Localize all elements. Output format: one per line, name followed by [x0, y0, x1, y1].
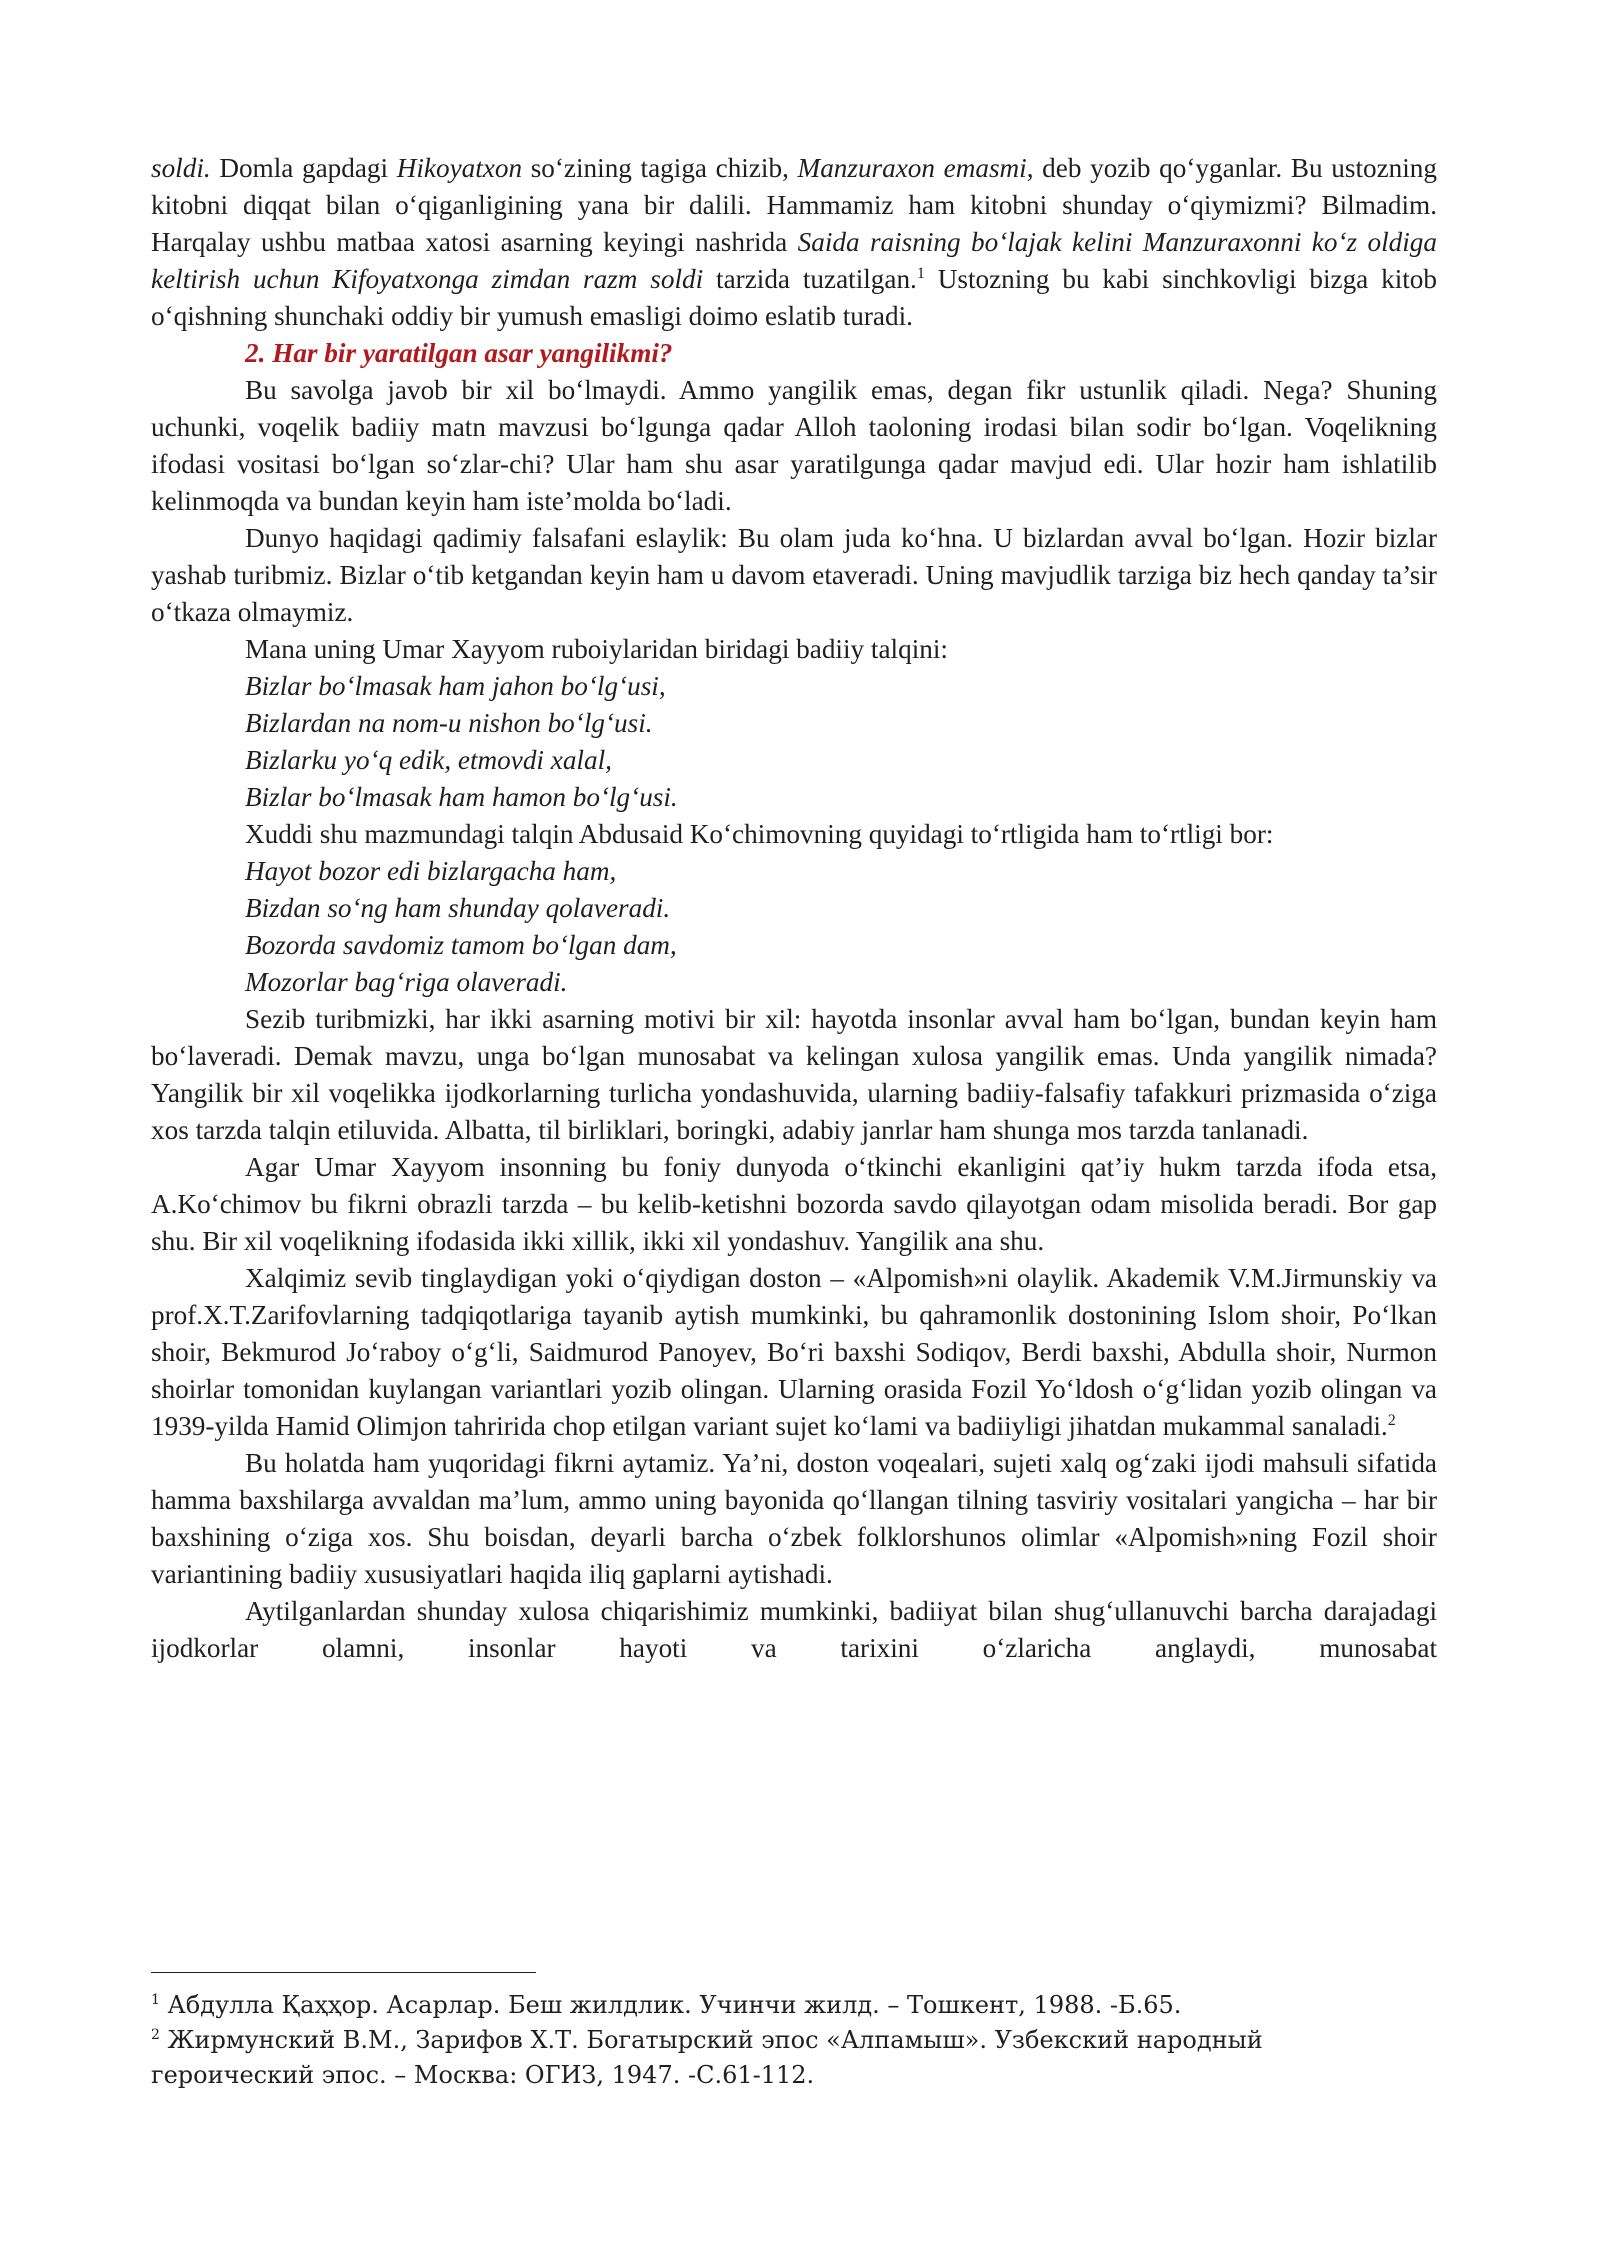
footnote-ref-1[interactable]: 1: [916, 264, 925, 282]
text-run: Saida raisning bo‘lajak kelini Manzuraxonni ko‘z oldiga keltirish uchun Kifoyatxonga zimdan razm soldi: [151, 227, 1437, 294]
paragraph-6: Sezib turibmizki, har ikki asarning motivi bir xil: hayotda insonlar avval ham bo‘lgan, bundan keyin ham bo‘laveradi. Demak mavzu, unga bo‘lgan munosabat va kelingan xulosa yangilik emas. Unda yangilik nimada? Yangilik bir xil voqelikka ijodkorlarning turlicha yondashuvida, ularning badiiy-falsafiy tafakkuri prizmasida o‘ziga xos tarzda talqin etiluvida. Albatta, til birliklari, boringki, adabiy janrlar ham shunga mos tarzda tanlanadi.: [151, 1004, 1437, 1145]
text-run: Hikoyatxon: [396, 153, 523, 183]
paragraph-3: Dunyo haqidagi qadimiy falsafani eslaylik: Bu olam juda ko‘hna. U bizlardan avval bo‘lgan. Hozir bizlar yashab turibmiz. Bizlar o‘tib ketgandan keyin ham u davom etaveradi. Uning mavjudlik tarziga biz hech qanday ta’sir o‘tkaza olmaymiz.: [151, 523, 1437, 627]
footnote-number: 1: [151, 1992, 160, 2008]
text-run: soldi.: [151, 153, 211, 183]
footnote-text: Жирмунский В.М., Зарифов Х.Т. Богатырский эпос «Алпамыш». Узбекский народный героический эпос. – Москва: ОГИЗ, 1947. -С.61-112.: [151, 2026, 1263, 2089]
text-run: so‘zining tagiga chizib,: [522, 153, 798, 183]
verse-line: Bizlarku yo‘q edik, etmovdi xalal,: [245, 745, 612, 775]
section-heading: 2. Har bir yaratilgan asar yangilikmi?: [245, 338, 673, 368]
text-run: , deb yozib qo‘yganlar. Bu ustozning kitobni diqqat bilan o‘qiganligining yana bir dalili. Hammamiz ham kitobni shunday o‘qiymizmi? Bilmadim. Harqalay ushbu matbaa xatosi asarning keyingi nashrida: [151, 153, 1437, 257]
verse-kochimov: [151, 853, 1437, 1001]
footnote-separator: [151, 1972, 536, 1973]
paragraph-5: Xuddi shu mazmundagi talqin Abdusaid Ko‘chimovning quyidagi to‘rtligida ham to‘rtligi bor:: [245, 819, 1274, 849]
verse-line: Bizdan so‘ng ham shunday qolaveradi.: [245, 893, 671, 923]
footnote-number: 2: [151, 2027, 160, 2043]
paragraph-8: [151, 1260, 1437, 1445]
footnote-2: [151, 2023, 1361, 2093]
verse-line: Bizlar bo‘lmasak ham hamon bo‘lg‘usi.: [245, 782, 678, 812]
footnote-1: [151, 1988, 1361, 2023]
text-run: Domla gapdagi: [210, 153, 397, 183]
paragraph-2: Bu savolga javob bir xil bo‘lmaydi. Ammo yangilik emas, degan fikr ustunlik qiladi. Nega? Shuning uchunki, voqelik badiiy matn mavzusi bo‘lgunga qadar Alloh taoloning irodasi bilan sodir bo‘lgan. Voqelikning ifodasi vositasi bo‘lgan so‘zlar-chi? Ular ham shu asar yaratilgunga qadar mavjud edi. Ular hozir ham ishlatilib kelinmoqda va bundan keyin ham iste’molda bo‘ladi.: [151, 375, 1437, 516]
text-run: tarzida tuzatilgan.: [703, 264, 917, 294]
footnotes: [151, 1988, 1361, 2093]
document-body: [151, 150, 1437, 1667]
verse-line: Hayot bozor edi bizlargacha ham,: [245, 856, 617, 886]
verse-line: Bizlar bo‘lmasak ham jahon bo‘lg‘usi,: [245, 671, 666, 701]
paragraph-9: Bu holatda ham yuqoridagi fikrni aytamiz. Ya’ni, doston voqealari, sujeti xalq og‘zaki ijodi mahsuli sifatida hamma baxshilarga avvaldan ma’lum, ammo uning bayonida qo‘llangan tilning tasviriy vositalari yangicha – har bir baxshining o‘ziga xos. Shu boisdan, deyarli barcha o‘zbek folklorshunos olimlar «Alpomish»ning Fozil shoir variantining badiiy xususiyatlari haqida iliq gaplarni aytishadi.: [151, 1448, 1437, 1589]
paragraph-4: Mana uning Umar Xayyom ruboiylaridan biridagi badiiy talqini:: [245, 634, 948, 664]
text-run: Xalqimiz sevib tinglaydigan yoki o‘qiydigan doston – «Alpomish»ni olaylik. Akademik V.M.Jirmunskiy va prof.X.T.Zarifovlarning tadqiqotlariga tayanib aytish mumkinki, bu qahramonlik dostonining Islom shoir, Po‘lkan shoir, Bekmurod Jo‘raboy o‘g‘li, Saidmurod Panoyev, Bo‘ri baxshi Sodiqov, Berdi baxshi, Abdulla shoir, Nurmon shoirlar tomonidan kuylangan variantlari yozib olingan. Ularning orasida Fozil Yo‘ldosh o‘g‘lidan yozib olingan va 1939-yilda Hamid Olimjon tahririda chop etilgan variant sujet ko‘lami va badiiyligi jihatdan mukammal sanaladi.: [151, 1263, 1437, 1441]
verse-line: Mozorlar bag‘riga olaveradi.: [245, 967, 568, 997]
text-run: Manzuraxon emasmi: [797, 153, 1027, 183]
verse-khayyam: [151, 668, 1437, 816]
footnote-ref-2[interactable]: 2: [1387, 1411, 1396, 1429]
paragraph-10: Aytilganlardan shunday xulosa chiqarishimiz mumkinki, badiiyat bilan shug‘ullanuvchi barcha darajadagi ijodkorlar olamni, insonlar hayoti va tarixini o‘zlaricha anglaydi, munosabat: [151, 1596, 1437, 1663]
footnote-text: Абдулла Қаҳҳор. Асарлар. Беш жилдлик. Учинчи жилд. – Тошкент, 1988. -Б.65.: [159, 1991, 1182, 2019]
paragraph-1: [151, 150, 1437, 335]
text-run: Ustozning bu kabi sinchkovligi bizga kitob o‘qishning shunchaki oddiy bir yumush emasligi doimo eslatib turadi.: [151, 264, 1437, 331]
verse-line: Bizlardan na nom-u nishon bo‘lg‘usi.: [245, 708, 653, 738]
paragraph-7: Agar Umar Xayyom insonning bu foniy dunyoda o‘tkinchi ekanligini qat’iy hukm tarzda ifoda etsa, A.Ko‘chimov bu fikrni obrazli tarzda – bu kelib-ketishni bozorda savdo qilayotgan odam misolida beradi. Bor gap shu. Bir xil voqelikning ifodasida ikki xillik, ikki xil yondashuv. Yangilik ana shu.: [151, 1152, 1437, 1256]
verse-line: Bozorda savdomiz tamom bo‘lgan dam,: [245, 930, 677, 960]
